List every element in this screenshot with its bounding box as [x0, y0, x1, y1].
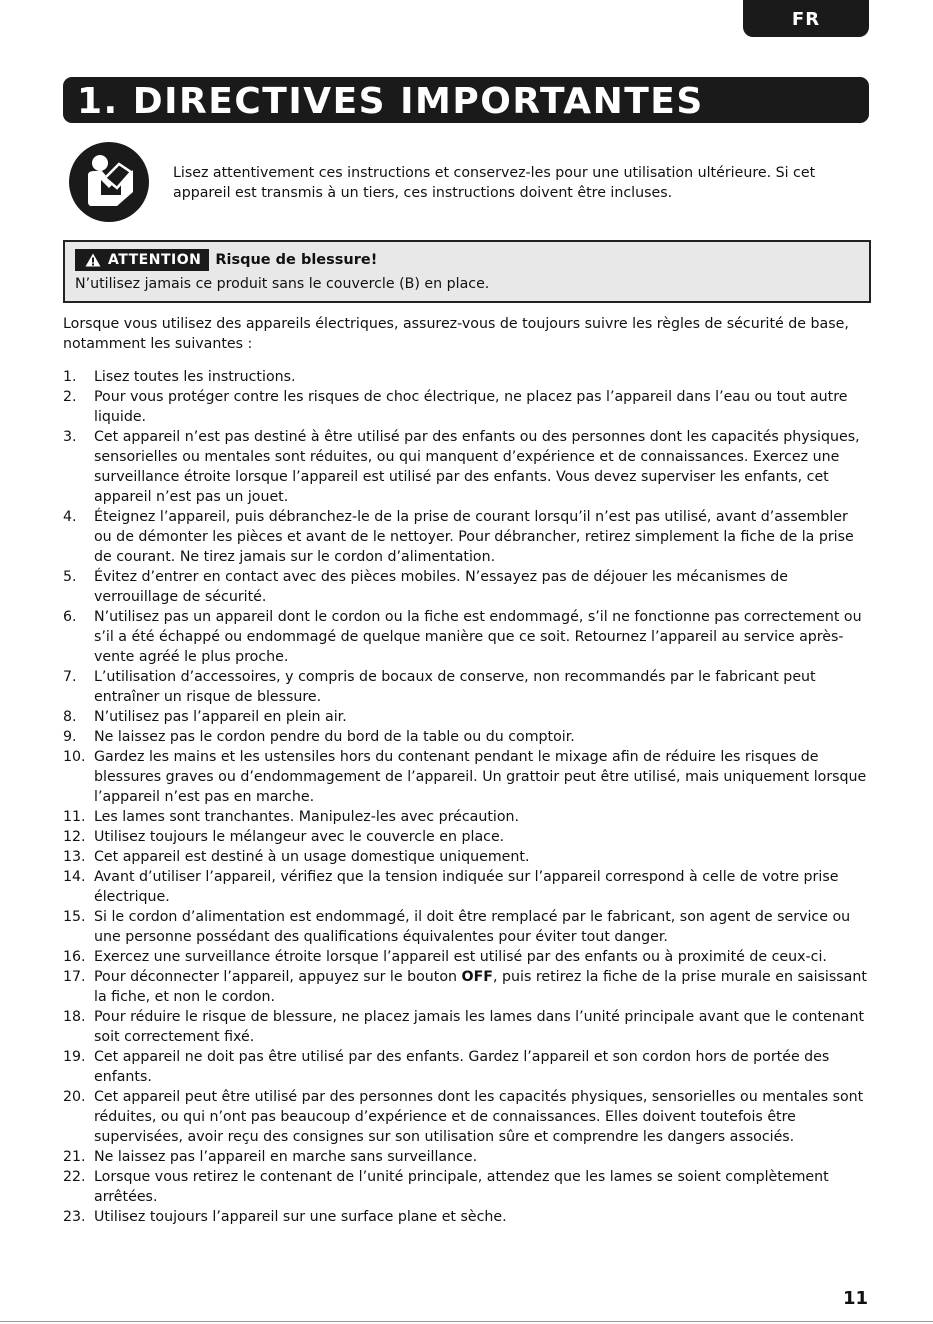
list-item	[63, 1207, 869, 1227]
warning-box	[63, 240, 871, 303]
item-text: N’utilisez pas un appareil dont le cordon ou la fiche est endommagé, s’il ne fonctionne pas correctement ou s’il a été échappé ou endommagé de quelque manière que ce soit. Retournez l’appareil au service après-vente agréé le plus proche.	[94, 609, 862, 665]
section-title: 1. DIRECTIVES IMPORTANTES	[63, 77, 869, 123]
item-text: Cet appareil n’est pas destiné à être utilisé par des enfants ou des personnes dont les capacités physiques, sensorielles ou mentales sont réduites, ou qui manquent d’expérience et de connaissances. Exercez une surveillance étroite lorsque l’appareil est utilisé par des enfants. Vous devez superviser les enfants, cet appareil n’est pas un jouet.	[94, 429, 860, 505]
intro-text: Lisez attentivement ces instructions et conservez-les pour une utilisation ultérieure. Si cet appareil est transmis à un tiers, ces instructions doivent être incluses.	[173, 165, 816, 201]
item-text: Ne laissez pas le cordon pendre du bord de la table ou du comptoir.	[94, 729, 575, 745]
item-number: 9.	[63, 729, 77, 745]
item-number: 16.	[63, 949, 86, 965]
list-item	[63, 607, 869, 667]
list-item	[63, 667, 869, 707]
item-number: 15.	[63, 909, 86, 925]
item-text: Exercez une surveillance étroite lorsque l’appareil est utilisé par des enfants ou à proximité de ceux-ci.	[94, 949, 827, 965]
item-number: 13.	[63, 849, 86, 865]
item-text: Utilisez toujours le mélangeur avec le couvercle en place.	[94, 829, 505, 845]
item-number: 18.	[63, 1009, 86, 1025]
list-item	[63, 427, 869, 507]
item-number: 6.	[63, 609, 77, 625]
read-manual-icon	[69, 142, 149, 222]
item-text: Lisez toutes les instructions.	[94, 369, 296, 385]
item-number: 1.	[63, 369, 77, 385]
warning-triangle-icon	[85, 253, 101, 267]
item-text: N’utilisez pas l’appareil en plein air.	[94, 709, 347, 725]
safety-rules-list	[63, 367, 869, 1227]
list-item	[63, 907, 869, 947]
list-item	[63, 1147, 869, 1167]
item-text: Avant d’utiliser l’appareil, vérifiez que la tension indiquée sur l’appareil correspond à celle de votre prise électrique.	[94, 869, 839, 905]
item-text: Cet appareil est destiné à un usage domestique uniquement.	[94, 849, 530, 865]
item-text-after: , puis retirez la fiche de la prise murale en saisissant la fiche, et non le cordon.	[94, 969, 867, 1005]
item-number: 22.	[63, 1169, 86, 1185]
list-item	[63, 507, 869, 567]
list-item	[63, 1007, 869, 1047]
warning-label-text: ATTENTION	[108, 252, 202, 268]
list-item	[63, 367, 869, 387]
item-number: 7.	[63, 669, 77, 685]
off-button-label: OFF	[461, 969, 493, 985]
list-item	[63, 827, 869, 847]
item-text: Si le cordon d’alimentation est endommagé, il doit être remplacé par le fabricant, son agent de service ou une personne possédant des qualifications équivalentes pour éviter tout danger.	[94, 909, 851, 945]
list-item	[63, 707, 869, 727]
item-text: Lorsque vous retirez le contenant de l’unité principale, attendez que les lames se soient complètement arrêtées.	[94, 1169, 829, 1205]
page-number: 11	[842, 1288, 868, 1309]
warning-label	[75, 249, 209, 271]
item-text: Cet appareil peut être utilisé par des personnes dont les capacités physiques, sensorielles ou mentales sont réduites, ou qui n’ont pas beaucoup d’expérience et de connaissances. Elles doivent toutefois être supervisées, avoir reçu des consignes sur son utilisation sûre et comprendre les dangers associés.	[94, 1089, 864, 1145]
list-item	[63, 727, 869, 747]
lead-paragraph: Lorsque vous utilisez des appareils électriques, assurez-vous de toujours suivre les règles de sécurité de base, notamment les suivantes :	[63, 316, 849, 352]
list-item	[63, 1047, 869, 1087]
item-text: Cet appareil ne doit pas être utilisé par des enfants. Gardez l’appareil et son cordon hors de portée des enfants.	[94, 1049, 830, 1085]
item-number: 5.	[63, 569, 77, 585]
item-text: Utilisez toujours l’appareil sur une surface plane et sèche.	[94, 1209, 507, 1225]
list-item	[63, 967, 869, 1007]
item-text: Les lames sont tranchantes. Manipulez-les avec précaution.	[94, 809, 520, 825]
item-text: L’utilisation d’accessoires, y compris de bocaux de conserve, non recommandés par le fabricant peut entraîner un risque de blessure.	[94, 669, 816, 705]
list-item	[63, 807, 869, 827]
list-item	[63, 1167, 869, 1207]
item-text-before: Pour déconnecter l’appareil, appuyez sur le bouton	[94, 969, 462, 985]
item-number: 4.	[63, 509, 77, 525]
item-number: 14.	[63, 869, 86, 885]
list-item	[63, 847, 869, 867]
item-text: Ne laissez pas l’appareil en marche sans surveillance.	[94, 1149, 478, 1165]
list-item	[63, 567, 869, 607]
warning-title: Risque de blessure!	[215, 252, 378, 268]
item-text: Gardez les mains et les ustensiles hors du contenant pendant le mixage afin de réduire les risques de blessures graves ou d’endommagement de l’appareil. Un grattoir peut être utilisé, mais uniquement lorsque l’appareil n’est pas en marche.	[94, 749, 867, 805]
list-item	[63, 1087, 869, 1147]
item-text: Éteignez l’appareil, puis débranchez-le de la prise de courant lorsqu’il n’est pas utilisé, avant d’assembler ou de démonter les pièces et avant de le nettoyer. Pour débrancher, retirez simplement la fiche de la prise de courant. Ne tirez jamais sur le cordon d’alimentation.	[94, 509, 854, 565]
list-item	[63, 387, 869, 427]
list-item	[63, 747, 869, 807]
list-item	[63, 867, 869, 907]
item-text: Pour vous protéger contre les risques de choc électrique, ne placez pas l’appareil dans l’eau ou tout autre liquide.	[94, 389, 848, 425]
item-number: 20.	[63, 1089, 86, 1105]
item-number: 19.	[63, 1049, 86, 1065]
item-number: 12.	[63, 829, 86, 845]
warning-header	[75, 249, 377, 271]
item-text: Évitez d’entrer en contact avec des pièces mobiles. N’essayez pas de déjouer les mécanismes de verrouillage de sécurité.	[94, 569, 788, 605]
warning-text: N’utilisez jamais ce produit sans le couvercle (B) en place.	[75, 276, 490, 292]
item-number: 10.	[63, 749, 86, 765]
bottom-divider	[0, 1321, 933, 1322]
item-number: 8.	[63, 709, 77, 725]
item-text: Pour réduire le risque de blessure, ne placez jamais les lames dans l’unité principale avant que le contenant soit correctement fixé.	[94, 1009, 865, 1045]
item-number: 2.	[63, 389, 77, 405]
item-number: 11.	[63, 809, 86, 825]
item-number: 3.	[63, 429, 77, 445]
language-tab: FR	[743, 0, 869, 37]
item-number: 21.	[63, 1149, 86, 1165]
item-number: 23.	[63, 1209, 86, 1225]
list-item	[63, 947, 869, 967]
item-number: 17.	[63, 969, 86, 985]
